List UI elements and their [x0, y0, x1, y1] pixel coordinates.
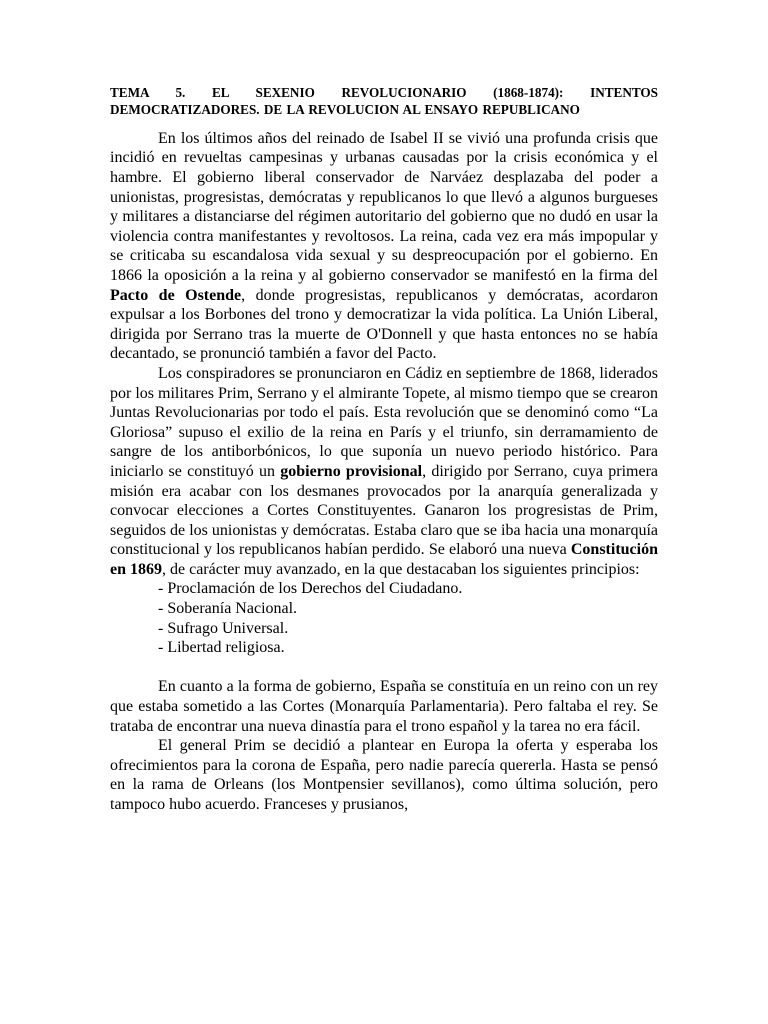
gobierno-provisional-bold: gobierno provisional [280, 462, 423, 480]
document-page [110, 84, 658, 815]
paragraph-3: En cuanto a la forma de gobierno, España se constituía en un reino con un rey que estaba sometido a las Cortes (Monarquía Parlamentaria). Pero faltaba el rey. Se trataba de encontrar una nueva dinastía para el trono español y la tarea no era fácil. [110, 678, 658, 735]
pacto-de-ostende-bold: Pacto de Ostende [110, 286, 242, 304]
list-item: - Sufrago Universal. [158, 619, 289, 637]
paragraph-1-text-a: En los últimos años del reinado de Isabel II se vivió una profunda crisis que incidió en revueltas campesinas y urbanas causadas por la crisis económica y el hambre. El gobierno liberal conservador de Narváez desplazaba del poder a unionistas, progresistas, demócratas y republicanos lo que llevó a algunos burgueses y militares a distanciarse del régimen autoritario del gobierno que no dudó en usar la violencia contra manifestantes y revoltosos. La reina, cada vez era más impopular y se criticaba su escandalosa vida sexual y su despreocupación por el gobierno. En 1866 la oposición a la reina y al gobierno conservador se manifestó en la firma del [110, 129, 658, 284]
list-item: - Libertad religiosa. [158, 639, 285, 657]
paragraph-1-text-b: , donde progresistas, republicanos y demócratas, acordaron expulsar a los Borbones del trono y democratizar la vida política. La Unión Liberal, dirigida por Serrano tras la muerte de O'Donnell y que hasta entonces no se había decantado, se pronunció también a favor del Pacto. [110, 286, 659, 363]
document-title: TEMA 5. EL SEXENIO REVOLUCIONARIO (1868-1874): INTENTOS DEMOCRATIZADORES. DE LA REVOLUCION AL ENSAYO REPUBLICANO [110, 85, 658, 118]
list-item: - Proclamación de los Derechos del Ciudadano. [158, 580, 463, 598]
paragraph-2-text-c: , de carácter muy avanzado, en la que destacaban los siguientes principios: [162, 560, 640, 578]
paragraph-2-text-b: , dirigido por Serrano, cuya primera misión era acabar con los desmanes provocados por la anarquía generalizada y convocar elecciones a Cortes Constituyentes. Ganaron los progresistas de Prim, seguidos de los unionistas y demócratas. Estaba claro que se iba hacia una monarquía constitucional y los republicanos habían perdido. Se elaboró una nueva [110, 462, 658, 559]
blank-line [110, 658, 658, 678]
constitucion-1869-bold: Constitución en 1869 [110, 541, 658, 578]
paragraph-1 [110, 129, 658, 364]
principles-list [110, 579, 658, 657]
paragraph-2 [110, 364, 658, 580]
paragraph-2-text-a: Los conspiradores se pronunciaron en Cádiz en septiembre de 1868, liderados por los militares Prim, Serrano y el almirante Topete, al mismo tiempo que se crearon Juntas Revolucionarias por todo el país. Esta revolución que se denominó como “La Gloriosa” supuso el exilio de la reina en París y el triunfo, sin derramamiento de sangre de los antiborbónicos, lo que suponía un nuevo periodo histórico. Para iniciarlo se constituyó un [110, 364, 658, 480]
paragraph-4: El general Prim se decidió a plantear en Europa la oferta y esperaba los ofrecimientos para la corona de España, pero nadie parecía quererla. Hasta se pensó en la rama de Orleans (los Montpensier sevillanos), como última solución, pero tampoco hubo acuerdo. Franceses y prusianos, [110, 737, 658, 813]
list-item: - Soberanía Nacional. [158, 600, 298, 618]
